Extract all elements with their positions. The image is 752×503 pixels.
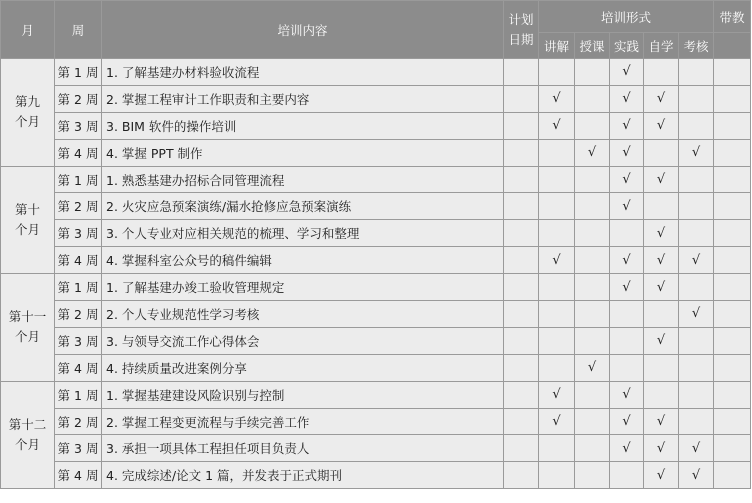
content-cell: 1. 熟悉基建办招标合同管理流程	[102, 166, 504, 193]
form-selfstudy-cell	[644, 274, 679, 301]
header-week: 周	[55, 1, 102, 59]
check-mark: √	[656, 225, 666, 241]
check-mark: √	[552, 91, 561, 107]
month-cell	[1, 381, 55, 489]
table-row	[1, 85, 751, 112]
content-cell: 4. 完成综述/论文 1 篇，并发表于正式期刊	[102, 462, 504, 489]
header-mentor-sub	[714, 33, 751, 59]
form-selfstudy-cell	[644, 462, 679, 489]
form-exam-cell	[679, 435, 714, 462]
content-cell: 1. 掌握基建建设风险识别与控制	[102, 381, 504, 408]
form-selfstudy-cell	[644, 381, 679, 408]
week-cell: 第 1 周	[55, 381, 102, 408]
form-teaching-cell	[575, 435, 610, 462]
form-lecture-cell	[539, 274, 575, 301]
check-mark: √	[691, 145, 701, 161]
content-cell: 2. 掌握工程审计工作职责和主要内容	[102, 85, 504, 112]
form-practice-cell	[610, 59, 644, 86]
form-selfstudy-cell	[644, 59, 679, 86]
form-teaching-cell	[575, 462, 610, 489]
form-teaching-cell	[575, 327, 610, 354]
header-form-exam: 考核	[679, 33, 714, 59]
table-row	[1, 274, 751, 301]
check-mark: √	[656, 414, 666, 430]
mentor-cell	[714, 193, 751, 220]
check-mark: √	[622, 440, 631, 456]
form-exam-cell	[679, 85, 714, 112]
form-exam-cell	[679, 112, 714, 139]
table-row	[1, 166, 751, 193]
form-lecture-cell	[539, 381, 575, 408]
mentor-cell	[714, 247, 751, 274]
header-form-teaching: 授课	[575, 33, 610, 59]
form-teaching-cell	[575, 139, 610, 166]
plan-date-cell	[504, 85, 539, 112]
month-cell	[1, 166, 55, 274]
mentor-cell	[714, 327, 751, 354]
check-mark: √	[656, 172, 666, 187]
mentor-cell	[714, 274, 751, 301]
table-body	[1, 59, 751, 489]
form-practice-cell	[610, 247, 644, 274]
form-exam-cell	[679, 166, 714, 193]
table-row	[1, 112, 751, 139]
mentor-cell	[714, 435, 751, 462]
week-cell: 第 4 周	[55, 139, 102, 166]
plan-date-cell	[504, 193, 539, 220]
form-practice-cell	[610, 462, 644, 489]
plan-date-cell	[504, 112, 539, 139]
form-selfstudy-cell	[644, 112, 679, 139]
content-cell: 1. 了解基建办竣工验收管理规定	[102, 274, 504, 301]
mentor-cell	[714, 59, 751, 86]
check-mark: √	[552, 252, 561, 268]
form-selfstudy-cell	[644, 166, 679, 193]
mentor-cell	[714, 85, 751, 112]
check-mark: √	[656, 279, 666, 295]
table-row	[1, 301, 751, 328]
check-mark: √	[552, 387, 561, 403]
plan-date-cell	[504, 408, 539, 435]
plan-date-cell	[504, 301, 539, 328]
check-mark: √	[622, 118, 631, 134]
check-mark: √	[552, 414, 561, 430]
table-row	[1, 59, 751, 86]
form-selfstudy-cell	[644, 85, 679, 112]
form-teaching-cell	[575, 301, 610, 328]
month-label-line1: 第九	[14, 94, 40, 110]
check-mark: √	[622, 64, 631, 80]
form-lecture-cell	[539, 462, 575, 489]
month-label-line2: 个月	[14, 221, 40, 237]
form-teaching-cell	[575, 381, 610, 408]
content-cell: 2. 掌握工程变更流程与手续完善工作	[102, 408, 504, 435]
header-form-practice: 实践	[610, 33, 644, 59]
header-mentor: 带教	[714, 1, 751, 33]
month-label-line2: 个月	[14, 436, 40, 452]
form-teaching-cell	[575, 247, 610, 274]
week-cell: 第 2 周	[55, 85, 102, 112]
form-teaching-cell	[575, 166, 610, 193]
table-row	[1, 381, 751, 408]
form-exam-cell	[679, 327, 714, 354]
form-practice-cell	[610, 301, 644, 328]
form-exam-cell	[679, 301, 714, 328]
plan-date-cell	[504, 59, 539, 86]
form-teaching-cell	[575, 85, 610, 112]
form-selfstudy-cell	[644, 408, 679, 435]
form-selfstudy-cell	[644, 247, 679, 274]
form-teaching-cell	[575, 354, 610, 381]
table-row	[1, 462, 751, 489]
form-teaching-cell	[575, 274, 610, 301]
form-teaching-cell	[575, 408, 610, 435]
form-lecture-cell	[539, 166, 575, 193]
month-label-line1: 第十二	[8, 416, 47, 432]
table-row	[1, 354, 751, 381]
check-mark: √	[622, 252, 631, 268]
content-cell: 4. 掌握 PPT 制作	[102, 139, 504, 166]
form-practice-cell	[610, 139, 644, 166]
form-lecture-cell	[539, 408, 575, 435]
header-content: 培训内容	[102, 1, 504, 59]
week-cell: 第 4 周	[55, 247, 102, 274]
form-practice-cell	[610, 193, 644, 220]
form-exam-cell	[679, 354, 714, 381]
form-practice-cell	[610, 381, 644, 408]
plan-date-cell	[504, 220, 539, 247]
form-practice-cell	[610, 166, 644, 193]
check-mark: √	[656, 333, 666, 349]
form-practice-cell	[610, 220, 644, 247]
form-selfstudy-cell	[644, 354, 679, 381]
form-teaching-cell	[575, 193, 610, 220]
week-cell: 第 3 周	[55, 327, 102, 354]
content-cell: 3. BIM 软件的操作培训	[102, 112, 504, 139]
form-practice-cell	[610, 112, 644, 139]
form-lecture-cell	[539, 301, 575, 328]
check-mark: √	[691, 467, 701, 483]
header-form-selfstudy: 自学	[644, 33, 679, 59]
form-practice-cell	[610, 354, 644, 381]
form-practice-cell	[610, 274, 644, 301]
check-mark: √	[622, 414, 631, 430]
form-lecture-cell	[539, 435, 575, 462]
plan-date-cell	[504, 247, 539, 274]
month-label-line2: 个月	[14, 114, 40, 130]
form-lecture-cell	[539, 354, 575, 381]
form-selfstudy-cell	[644, 435, 679, 462]
content-cell: 3. 与领导交流工作心得体会	[102, 327, 504, 354]
form-teaching-cell	[575, 112, 610, 139]
week-cell: 第 3 周	[55, 435, 102, 462]
content-cell: 3. 承担一项具体工程担任项目负责人	[102, 435, 504, 462]
form-practice-cell	[610, 85, 644, 112]
month-label-line1: 第十	[14, 201, 40, 217]
check-mark: √	[656, 252, 666, 268]
week-cell: 第 2 周	[55, 193, 102, 220]
check-mark: √	[691, 306, 701, 322]
plan-date-cell	[504, 274, 539, 301]
form-lecture-cell	[539, 327, 575, 354]
header-form-lecture: 讲解	[539, 33, 575, 59]
check-mark: √	[587, 360, 597, 376]
check-mark: √	[622, 279, 631, 295]
plan-date-cell	[504, 139, 539, 166]
mentor-cell	[714, 112, 751, 139]
content-cell: 4. 掌握科室公众号的稿件编辑	[102, 247, 504, 274]
form-exam-cell	[679, 59, 714, 86]
plan-date-cell	[504, 354, 539, 381]
week-cell: 第 3 周	[55, 112, 102, 139]
table-header	[1, 1, 751, 59]
header-plan-date	[504, 1, 539, 59]
week-cell: 第 3 周	[55, 220, 102, 247]
check-mark: √	[656, 440, 666, 456]
week-cell: 第 2 周	[55, 408, 102, 435]
plan-date-cell	[504, 435, 539, 462]
form-practice-cell	[610, 327, 644, 354]
plan-date-cell	[504, 327, 539, 354]
form-exam-cell	[679, 462, 714, 489]
month-cell	[1, 274, 55, 382]
header-plan-date-line2: 日期	[508, 31, 534, 47]
form-lecture-cell	[539, 139, 575, 166]
table-row	[1, 435, 751, 462]
week-cell: 第 1 周	[55, 59, 102, 86]
form-practice-cell	[610, 408, 644, 435]
check-mark: √	[622, 172, 631, 187]
header-training-form: 培训形式	[539, 1, 714, 33]
check-mark: √	[691, 440, 701, 456]
form-teaching-cell	[575, 59, 610, 86]
check-mark: √	[656, 467, 666, 483]
form-selfstudy-cell	[644, 327, 679, 354]
plan-date-cell	[504, 381, 539, 408]
plan-date-cell	[504, 166, 539, 193]
check-mark: √	[552, 118, 561, 134]
form-exam-cell	[679, 408, 714, 435]
mentor-cell	[714, 220, 751, 247]
mentor-cell	[714, 301, 751, 328]
mentor-cell	[714, 166, 751, 193]
form-exam-cell	[679, 193, 714, 220]
form-exam-cell	[679, 220, 714, 247]
content-cell: 2. 火灾应急预案演练/漏水抢修应急预案演练	[102, 193, 504, 220]
form-lecture-cell	[539, 85, 575, 112]
week-cell: 第 4 周	[55, 354, 102, 381]
check-mark: √	[622, 387, 631, 403]
form-teaching-cell	[575, 220, 610, 247]
form-lecture-cell	[539, 193, 575, 220]
check-mark: √	[656, 118, 666, 134]
mentor-cell	[714, 381, 751, 408]
form-exam-cell	[679, 274, 714, 301]
content-cell: 4. 持续质量改进案例分享	[102, 354, 504, 381]
form-selfstudy-cell	[644, 220, 679, 247]
form-selfstudy-cell	[644, 301, 679, 328]
content-cell: 3. 个人专业对应相关规范的梳理、学习和整理	[102, 220, 504, 247]
form-exam-cell	[679, 381, 714, 408]
week-cell: 第 4 周	[55, 462, 102, 489]
month-cell	[1, 59, 55, 167]
form-exam-cell	[679, 139, 714, 166]
form-exam-cell	[679, 247, 714, 274]
check-mark: √	[587, 145, 597, 161]
form-lecture-cell	[539, 112, 575, 139]
week-cell: 第 2 周	[55, 301, 102, 328]
form-lecture-cell	[539, 220, 575, 247]
table-row	[1, 247, 751, 274]
mentor-cell	[714, 462, 751, 489]
form-selfstudy-cell	[644, 139, 679, 166]
form-selfstudy-cell	[644, 193, 679, 220]
table-row	[1, 193, 751, 220]
week-cell: 第 1 周	[55, 166, 102, 193]
table-row	[1, 220, 751, 247]
month-label-line1: 第十一	[8, 309, 47, 325]
check-mark: √	[622, 198, 631, 214]
check-mark: √	[622, 91, 631, 107]
mentor-cell	[714, 354, 751, 381]
week-cell: 第 1 周	[55, 274, 102, 301]
form-practice-cell	[610, 435, 644, 462]
table-row	[1, 139, 751, 166]
mentor-cell	[714, 139, 751, 166]
content-cell: 2. 个人专业规范性学习考核	[102, 301, 504, 328]
content-cell: 1. 了解基建办材料验收流程	[102, 59, 504, 86]
check-mark: √	[656, 91, 666, 107]
plan-date-cell	[504, 462, 539, 489]
table-row	[1, 327, 751, 354]
table-row	[1, 408, 751, 435]
month-label-line2: 个月	[14, 329, 40, 345]
mentor-cell	[714, 408, 751, 435]
header-plan-date-line1: 计划	[508, 11, 534, 27]
check-mark: √	[691, 252, 701, 268]
form-lecture-cell	[539, 59, 575, 86]
form-lecture-cell	[539, 247, 575, 274]
header-month: 月	[1, 1, 55, 59]
check-mark: √	[622, 145, 631, 161]
